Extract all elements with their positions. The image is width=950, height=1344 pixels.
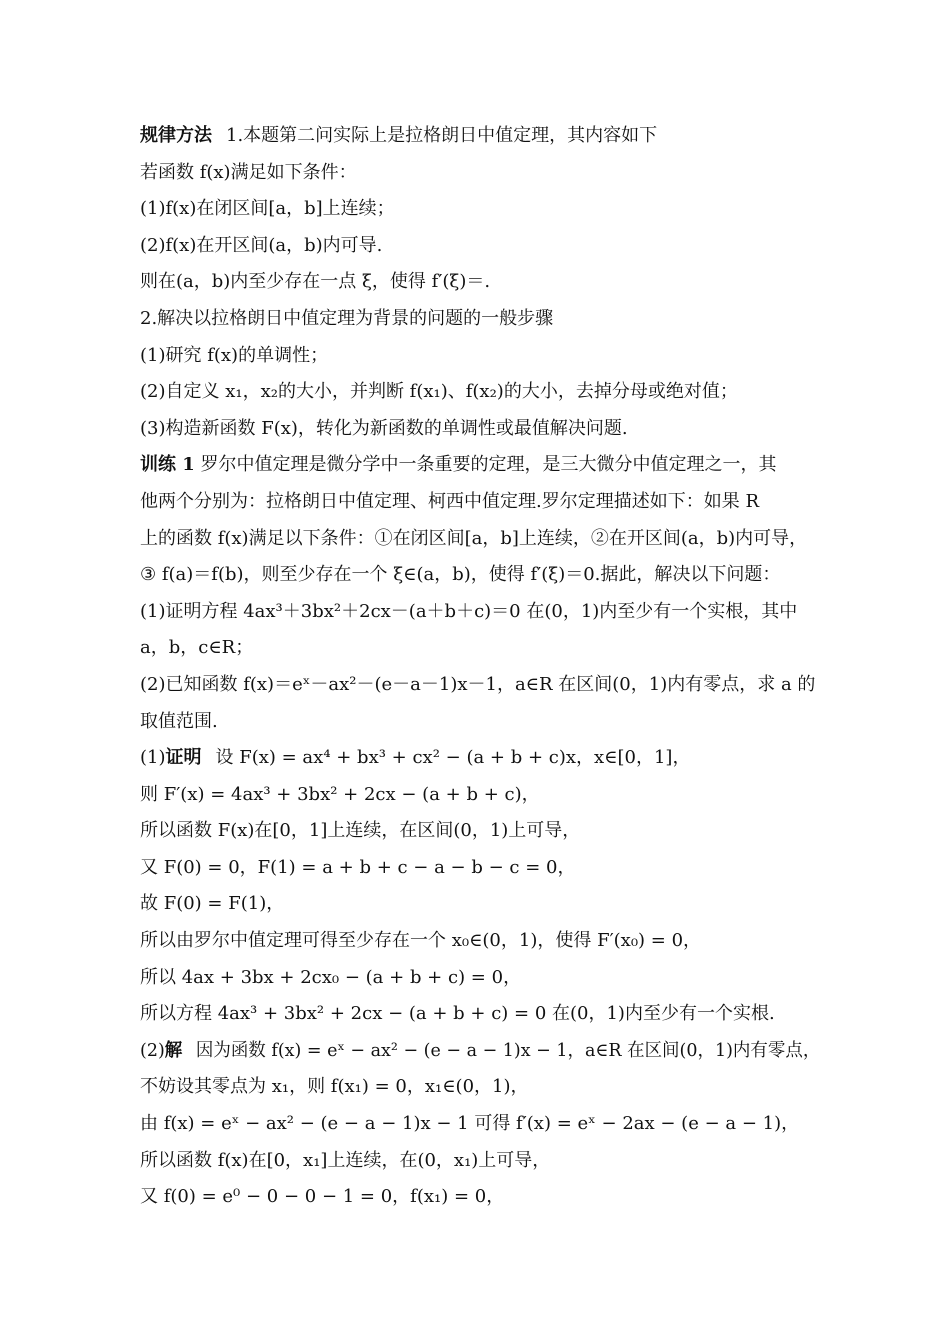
text-line: (3)构造新函数 F(x)，转化为新函数的单调性或最值解决问题.	[140, 417, 628, 439]
text-line: 取值范围.	[140, 710, 218, 732]
text-line: 又 f(0) = e⁰ − 0 − 0 − 1 = 0，f(x₁) = 0，	[140, 1186, 505, 1208]
text-line: (1)f(x)在闭区间[a，b]上连续；	[140, 198, 395, 220]
text-line: 所以由罗尔中值定理可得至少存在一个 x₀∈(0，1)，使得 F′(x₀) = 0，	[140, 930, 702, 952]
text-line: 所以方程 4ax³ + 3bx² + 2cx − (a + b + c) = 0 在(0，1)内至少有一个实根.	[140, 1003, 775, 1025]
text-line: 则 F′(x) = 4ax³ + 3bx² + 2cx − (a + b + c)，	[140, 783, 540, 805]
text-line: 他两个分别为：拉格朗日中值定理、柯西中值定理.罗尔定理描述如下：如果 R	[140, 490, 759, 512]
text-line: 又 F(0) = 0，F(1) = a + b + c − a − b − c = 0，	[140, 856, 576, 878]
text-line: 故 F(0) = F(1)，	[140, 893, 285, 915]
method-label: 规律方法	[140, 125, 212, 146]
solution-heading-line	[140, 1033, 821, 1070]
method-heading-line	[140, 118, 820, 155]
solution-label: 解	[164, 1039, 183, 1061]
text-line: 所以 4ax + 3bx + 2cx₀ − (a + b + c) = 0，	[140, 966, 522, 988]
proof-heading-line	[140, 740, 820, 777]
text-line: (2)f(x)在开区间(a，b)内可导.	[140, 234, 383, 256]
proof-text: 设 F(x) = ax⁴ + bx³ + cx² − (a + b + c)x，x∈[0，1]，	[215, 747, 691, 769]
text-line: (1)证明方程 4ax³＋3bx²＋2cx－(a＋b＋c)＝0 在(0，1)内至少有一个实根，其中	[140, 600, 798, 622]
text-line: 2.解决以拉格朗日中值定理为背景的问题的一般步骤	[140, 307, 554, 329]
text-line: 所以函数 f(x)在[0，x₁]上连续，在(0，x₁)上可导，	[140, 1149, 551, 1171]
exercise-label: 训练 1	[140, 454, 195, 476]
text-line: 则在(a，b)内至少存在一点 ξ，使得 f′(ξ)＝.	[140, 271, 491, 293]
text-line: 不妨设其零点为 x₁，则 f(x₁) = 0，x₁∈(0，1)，	[140, 1076, 529, 1098]
text-line: 所以函数 F(x)在[0，1]上连续，在区间(0，1)上可导，	[140, 820, 581, 842]
text-line: (2)自定义 x₁，x₂的大小，并判断 f(x₁)、f(x₂)的大小，去掉分母或绝对值；	[140, 381, 738, 403]
exercise-text: 罗尔中值定理是微分学中一条重要的定理，是三大微分中值定理之一，其	[200, 454, 777, 476]
document-page	[140, 118, 820, 1216]
text-line: (2)已知函数 f(x)＝eˣ－ax²－(e－a－1)x－1，a∈R 在区间(0，1)内有零点，求 a 的	[140, 673, 816, 695]
exercise-heading-line	[140, 447, 820, 484]
solution-text: 因为函数 f(x) = eˣ − ax² − (e − a − 1)x − 1，a∈R 在区间(0，1)内有零点，	[195, 1039, 821, 1061]
text-line: 由 f(x) = eˣ − ax² − (e − a − 1)x − 1 可得 f′(x) = eˣ − 2ax − (e − a − 1)，	[140, 1113, 800, 1135]
method-text: 1.本题第二问实际上是拉格朗日中值定理，其内容如下	[226, 125, 658, 146]
text-line: (1)研究 f(x)的单调性；	[140, 344, 329, 366]
text-line: 若函数 f(x)满足如下条件：	[140, 161, 357, 183]
text-line: a，b，c∈R；	[140, 637, 254, 659]
text-line: 上的函数 f(x)满足以下条件：①在闭区间[a，b]上连续，②在开区间(a，b)内可导，	[140, 527, 808, 549]
text-line: ③ f(a)＝f(b)，则至少存在一个 ξ∈(a，b)，使得 f′(ξ)＝0.据此，解决以下问题：	[140, 564, 781, 586]
proof-prefix: (1)	[140, 747, 166, 769]
solution-prefix: (2)	[140, 1039, 165, 1061]
proof-label: 证明	[165, 747, 202, 769]
